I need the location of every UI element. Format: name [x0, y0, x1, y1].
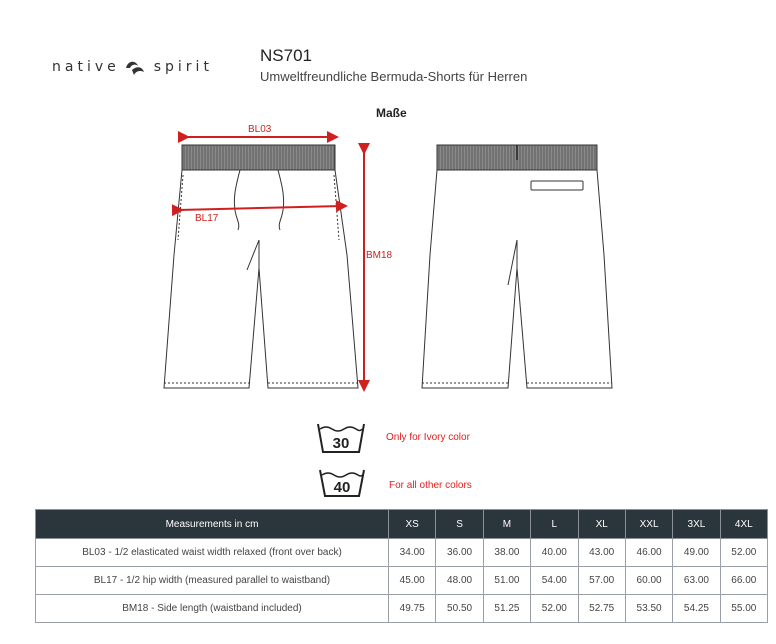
care-note-other: For all other colors: [389, 480, 472, 491]
hip-measure-label: BL17: [195, 213, 219, 224]
front-waistband: [182, 145, 335, 170]
table-cell: 54.00: [531, 567, 578, 595]
table-cell: 43.00: [578, 539, 625, 567]
table-cell: BM18 - Side length (waistband included): [36, 595, 389, 623]
table-cell: 52.00: [720, 539, 767, 567]
section-title: Maße: [376, 106, 407, 120]
table-cell: 50.50: [436, 595, 483, 623]
product-description: Umweltfreundliche Bermuda-Shorts für Herren: [260, 69, 528, 84]
table-header-row: [36, 510, 768, 539]
wash-30-temp: 30: [332, 435, 350, 452]
table-cell: 51.25: [483, 595, 530, 623]
front-outline: [164, 170, 358, 388]
table-cell: 36.00: [436, 539, 483, 567]
table-cell: 57.00: [578, 567, 625, 595]
table-cell: 55.00: [720, 595, 767, 623]
table-cell: 34.00: [389, 539, 436, 567]
table-cell: BL03 - 1/2 elasticated waist width relaxed (front over back): [36, 539, 389, 567]
back-view: [422, 145, 612, 388]
table-header-cell: XL: [578, 510, 625, 539]
table-header-cell: XXL: [625, 510, 672, 539]
table-cell: 52.75: [578, 595, 625, 623]
table-cell: BL17 - 1/2 hip width (measured parallel to waistband): [36, 567, 389, 595]
care-note-ivory: Only for Ivory color: [386, 432, 470, 443]
table-cell: 51.00: [483, 567, 530, 595]
table-row: [36, 595, 768, 623]
table-header-cell: Measurements in cm: [36, 510, 389, 539]
waist-measure-label: BL03: [248, 124, 272, 135]
table-cell: 53.50: [625, 595, 672, 623]
front-view: [164, 145, 358, 388]
table-row: [36, 567, 768, 595]
table-cell: 40.00: [531, 539, 578, 567]
wash-30-icon: [316, 420, 366, 456]
table-cell: 60.00: [625, 567, 672, 595]
table-cell: 38.00: [483, 539, 530, 567]
table-header-cell: 3XL: [673, 510, 720, 539]
table-header-cell: L: [531, 510, 578, 539]
table-cell: 52.00: [531, 595, 578, 623]
table-header-cell: M: [483, 510, 530, 539]
table-header-cell: XS: [389, 510, 436, 539]
back-outline: [422, 170, 612, 388]
table-row: [36, 539, 768, 567]
side-measure-label: BM18: [366, 250, 393, 261]
table-cell: 46.00: [625, 539, 672, 567]
table-cell: 45.00: [389, 567, 436, 595]
table-cell: 54.25: [673, 595, 720, 623]
table-header-cell: S: [436, 510, 483, 539]
table-cell: 66.00: [720, 567, 767, 595]
table-cell: 49.00: [673, 539, 720, 567]
wash-40-temp: 40: [333, 479, 351, 496]
brand-name-left: native: [52, 59, 120, 75]
table-cell: 48.00: [436, 567, 483, 595]
product-code: NS701: [260, 46, 312, 65]
brand-name-right: spirit: [153, 59, 213, 75]
wash-40-icon: [318, 466, 366, 500]
table-cell: 49.75: [389, 595, 436, 623]
size-table: [35, 509, 768, 623]
table-header-cell: 4XL: [720, 510, 767, 539]
table-cell: 63.00: [673, 567, 720, 595]
